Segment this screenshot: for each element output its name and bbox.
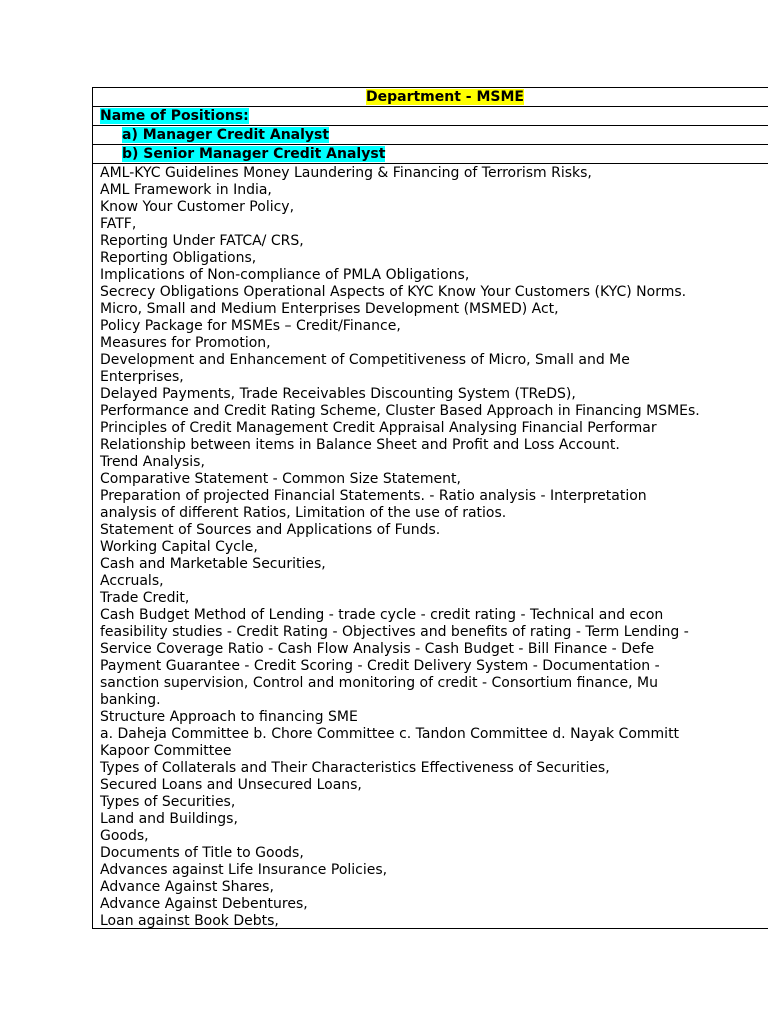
syllabus-line: Implications of Non-compliance of PMLA Obligations, <box>100 267 470 283</box>
syllabus-line: Advance Against Shares, <box>100 879 274 895</box>
syllabus-line: Accruals, <box>100 573 164 589</box>
syllabus-line: Enterprises, <box>100 369 184 385</box>
syllabus-line: Know Your Customer Policy, <box>100 199 295 215</box>
syllabus-line: a. Daheja Committee b. Chore Committee c. Tandon Committee d. Nayak Committ <box>100 726 680 742</box>
department-row <box>92 87 768 106</box>
department-title: Department - MSME <box>366 89 524 105</box>
syllabus-line: Secrecy Obligations Operational Aspects of KYC Know Your Customers (KYC) Norms. <box>100 284 687 300</box>
syllabus-line: Working Capital Cycle, <box>100 539 258 555</box>
position-b: b) Senior Manager Credit Analyst <box>122 146 386 162</box>
syllabus-line: Micro, Small and Medium Enterprises Development (MSMED) Act, <box>100 301 559 317</box>
syllabus-line: Cash Budget Method of Lending - trade cycle - credit rating - Technical and econ <box>100 607 664 623</box>
syllabus-lines <box>93 164 768 929</box>
positions-label: Name of Positions: <box>100 108 249 124</box>
syllabus-line: Payment Guarantee - Credit Scoring - Credit Delivery System - Documentation - <box>100 658 660 674</box>
syllabus-line: Structure Approach to financing SME <box>100 709 358 725</box>
syllabus-line: Advance Against Debentures, <box>100 896 308 912</box>
syllabus-table <box>92 87 768 929</box>
syllabus-line: Comparative Statement - Common Size Statement, <box>100 471 461 487</box>
syllabus-line: AML Framework in India, <box>100 182 272 198</box>
syllabus-line: Secured Loans and Unsecured Loans, <box>100 777 362 793</box>
syllabus-line: Documents of Title to Goods, <box>100 845 304 861</box>
syllabus-line: AML-KYC Guidelines Money Laundering & Financing of Terrorism Risks, <box>100 165 592 181</box>
syllabus-line: Reporting Obligations, <box>100 250 257 266</box>
position-a-row <box>92 125 768 144</box>
syllabus-line: Cash and Marketable Securities, <box>100 556 326 572</box>
syllabus-line: Principles of Credit Management Credit Appraisal Analysing Financial Performar <box>100 420 657 436</box>
syllabus-line: Types of Securities, <box>100 794 236 810</box>
syllabus-line: sanction supervision, Control and monitoring of credit - Consortium finance, Mu <box>100 675 658 691</box>
syllabus-line: Advances against Life Insurance Policies, <box>100 862 388 878</box>
syllabus-line: Loan against Book Debts, <box>100 913 279 929</box>
syllabus-cell <box>92 163 768 929</box>
syllabus-line: Measures for Promotion, <box>100 335 271 351</box>
syllabus-line: FATF, <box>100 216 137 232</box>
syllabus-line: Preparation of projected Financial Statements. - Ratio analysis - Interpretation <box>100 488 647 504</box>
syllabus-line: feasibility studies - Credit Rating - Objectives and benefits of rating - Term Lending - <box>100 624 689 640</box>
syllabus-line: Statement of Sources and Applications of Funds. <box>100 522 441 538</box>
syllabus-line: Service Coverage Ratio - Cash Flow Analysis - Cash Budget - Bill Finance - Defe <box>100 641 655 657</box>
syllabus-line: Performance and Credit Rating Scheme, Cluster Based Approach in Financing MSMEs. <box>100 403 700 419</box>
syllabus-line: Delayed Payments, Trade Receivables Discounting System (TReDS), <box>100 386 576 402</box>
syllabus-line: Land and Buildings, <box>100 811 238 827</box>
syllabus-line: Goods, <box>100 828 149 844</box>
syllabus-line: banking. <box>100 692 161 708</box>
syllabus-line: Types of Collaterals and Their Characteristics Effectiveness of Securities, <box>100 760 610 776</box>
positions-label-row <box>92 106 768 125</box>
position-b-row <box>92 144 768 163</box>
syllabus-line: Trade Credit, <box>100 590 190 606</box>
syllabus-line: analysis of different Ratios, Limitation of the use of ratios. <box>100 505 507 521</box>
syllabus-line: Relationship between items in Balance Sheet and Profit and Loss Account. <box>100 437 620 453</box>
syllabus-line: Policy Package for MSMEs – Credit/Finance, <box>100 318 401 334</box>
syllabus-line: Kapoor Committee <box>100 743 232 759</box>
position-a: a) Manager Credit Analyst <box>122 127 330 143</box>
syllabus-line: Reporting Under FATCA/ CRS, <box>100 233 304 249</box>
syllabus-line: Development and Enhancement of Competitiveness of Micro, Small and Me <box>100 352 630 368</box>
syllabus-line: Trend Analysis, <box>100 454 205 470</box>
